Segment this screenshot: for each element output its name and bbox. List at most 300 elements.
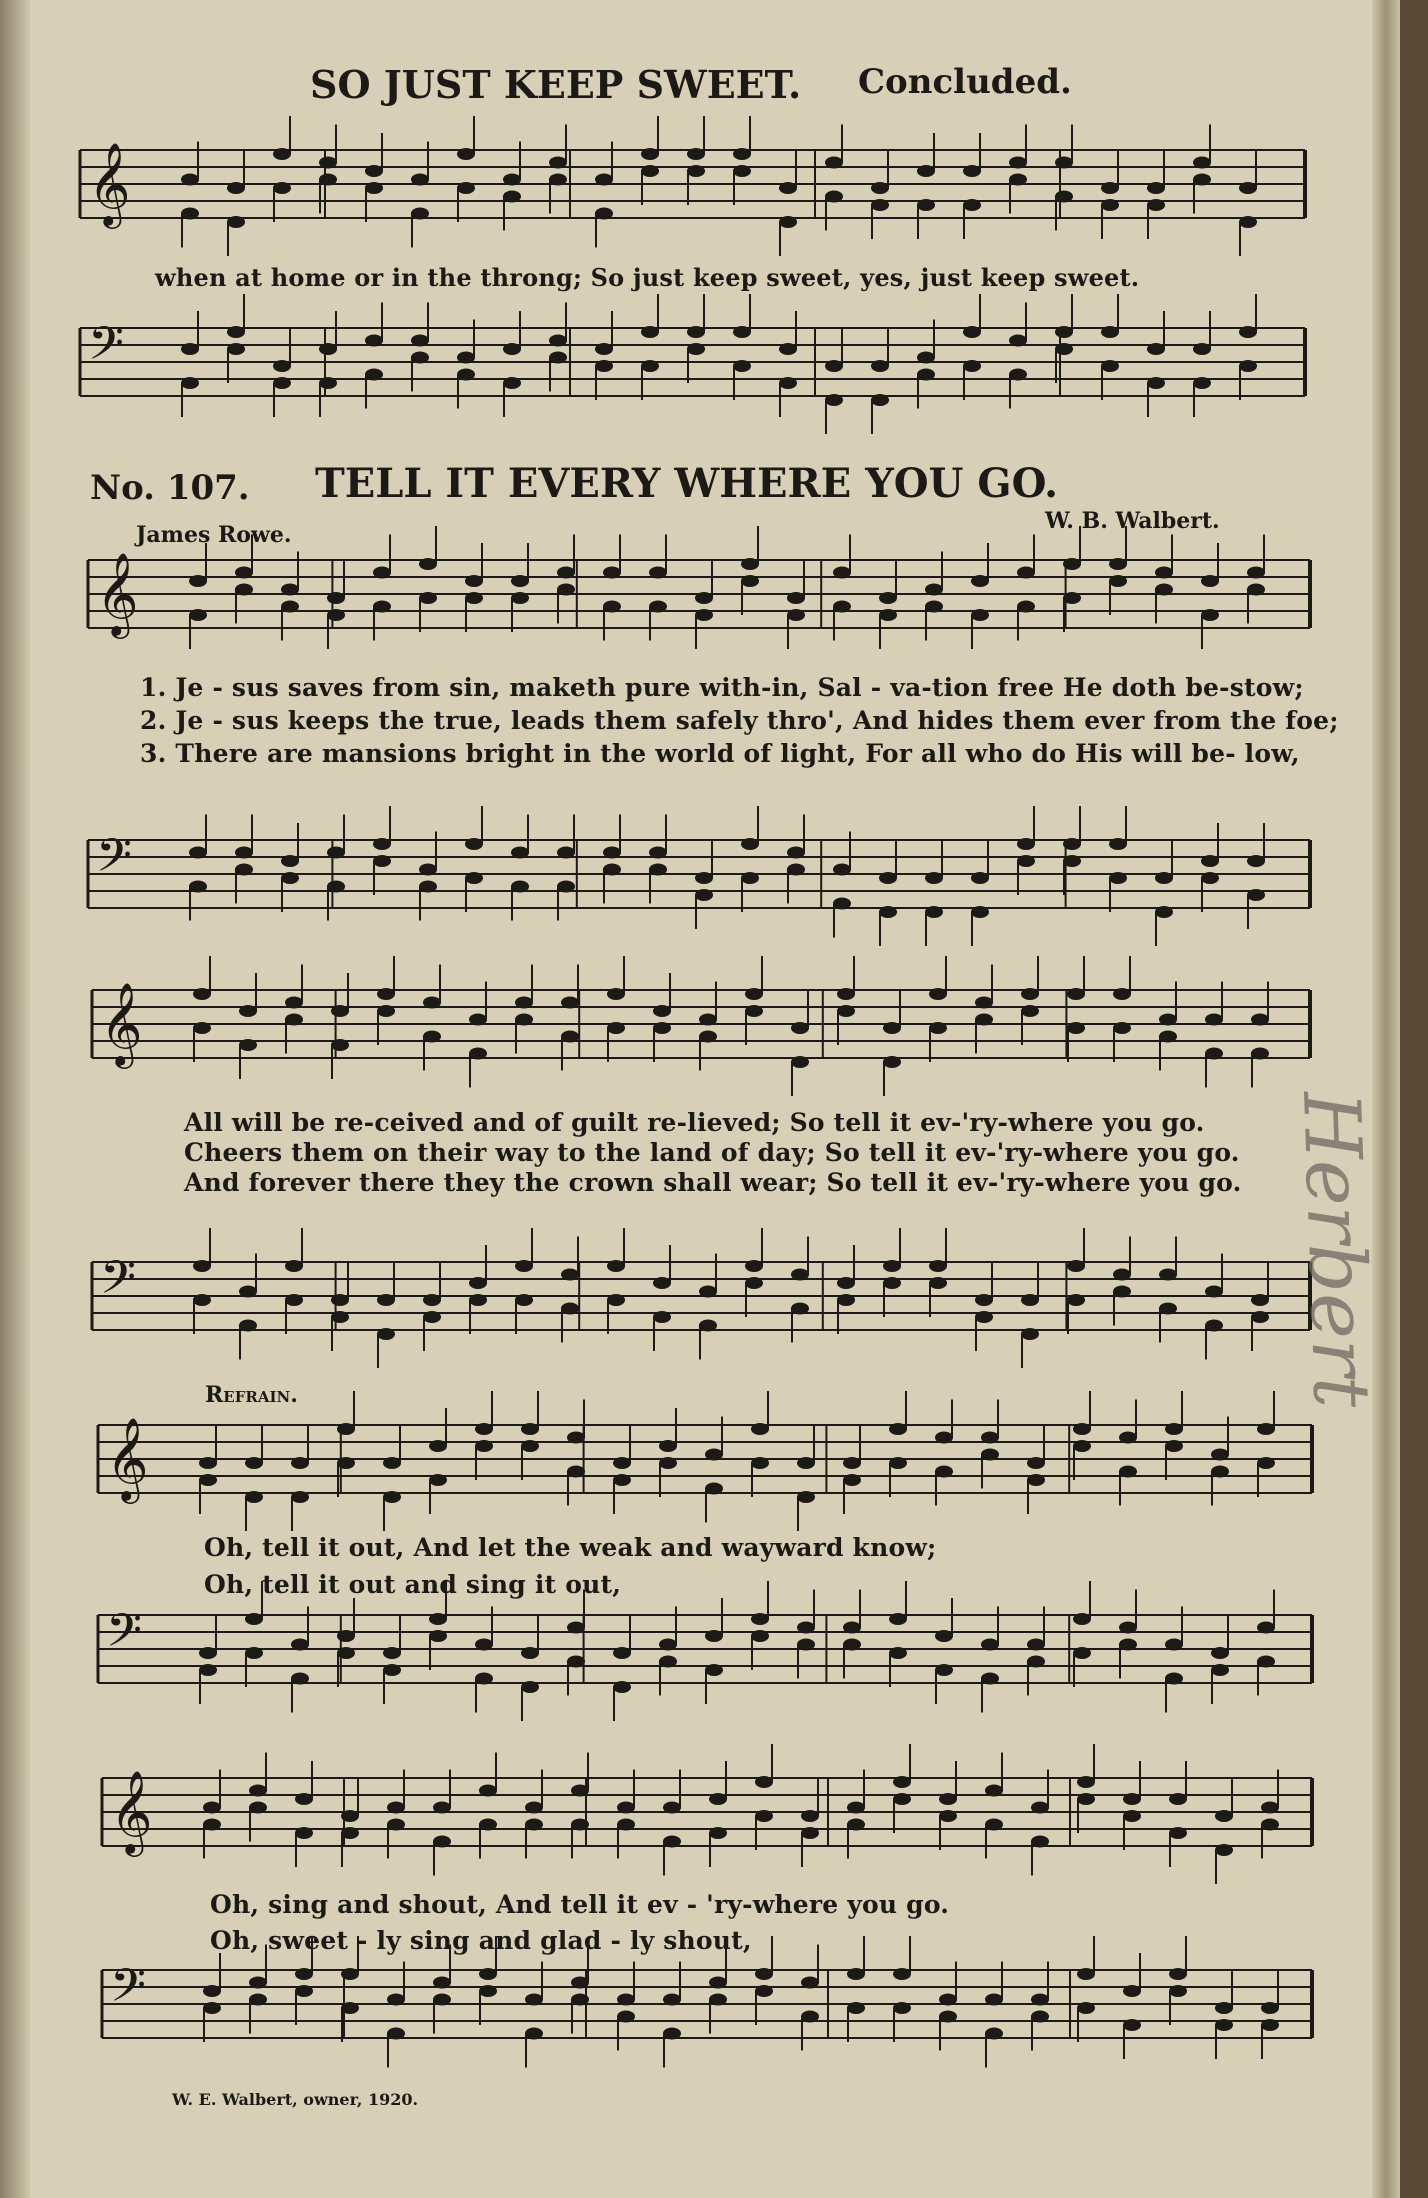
- note-head: [319, 174, 337, 186]
- note-head: [879, 609, 897, 621]
- note-head: [465, 575, 483, 587]
- note-head: [705, 1449, 723, 1461]
- note-head: [475, 1440, 493, 1452]
- note-head: [557, 881, 575, 893]
- note-head: [181, 343, 199, 355]
- note-head: [419, 558, 437, 570]
- note-head: [833, 864, 851, 876]
- note-head: [985, 1785, 1003, 1797]
- note-head: [929, 1277, 947, 1289]
- note-head: [779, 343, 797, 355]
- note-head: [199, 1457, 217, 1469]
- note-head: [833, 567, 851, 579]
- note-head: [479, 1785, 497, 1797]
- note-head: [1067, 988, 1085, 1000]
- note-head: [383, 1491, 401, 1503]
- note-head: [705, 1630, 723, 1642]
- note-head: [1169, 1827, 1187, 1839]
- note-head: [833, 898, 851, 910]
- note-head: [603, 847, 621, 859]
- note-head: [825, 191, 843, 203]
- note-head: [981, 1639, 999, 1651]
- note-head: [847, 2002, 865, 2014]
- note-head: [281, 872, 299, 884]
- note-head: [1067, 1022, 1085, 1034]
- note-head: [733, 148, 751, 160]
- note-head: [1257, 1656, 1275, 1668]
- note-head: [1009, 157, 1027, 169]
- note-head: [1155, 584, 1173, 596]
- note-head: [925, 601, 943, 613]
- note-head: [377, 1005, 395, 1017]
- note-head: [939, 1994, 957, 2006]
- note-head: [695, 889, 713, 901]
- note-head: [469, 1294, 487, 1306]
- note-head: [469, 1014, 487, 1026]
- note-head: [939, 2011, 957, 2023]
- note-head: [755, 1968, 773, 1980]
- note-head: [429, 1630, 447, 1642]
- note-head: [751, 1423, 769, 1435]
- note-head: [285, 997, 303, 1009]
- note-head: [791, 1303, 809, 1315]
- note-head: [613, 1474, 631, 1486]
- note-head: [1239, 182, 1257, 194]
- note-head: [525, 1802, 543, 1814]
- note-head: [1159, 1269, 1177, 1281]
- note-head: [239, 1320, 257, 1332]
- note-head: [1193, 343, 1211, 355]
- note-head: [291, 1639, 309, 1651]
- note-head: [521, 1423, 539, 1435]
- note-head: [1073, 1647, 1091, 1659]
- note-head: [787, 864, 805, 876]
- note-head: [709, 1994, 727, 2006]
- note-head: [1017, 855, 1035, 867]
- note-head: [695, 592, 713, 604]
- note-head: [373, 838, 391, 850]
- note-head: [1067, 1260, 1085, 1272]
- note-head: [291, 1457, 309, 1469]
- note-head: [567, 1656, 585, 1668]
- note-head: [613, 1457, 631, 1469]
- note-head: [433, 1836, 451, 1848]
- note-head: [433, 1977, 451, 1989]
- bass-clef: 𝄢: [106, 1604, 143, 1669]
- note-head: [663, 1802, 681, 1814]
- verse-line-1: 1. Je - sus saves from sin, maketh pure with-in, Sal - va-tion free He doth be-stow;: [140, 673, 1304, 702]
- note-head: [387, 1994, 405, 2006]
- note-head: [1169, 1793, 1187, 1805]
- note-head: [659, 1639, 677, 1651]
- note-head: [1031, 1836, 1049, 1848]
- note-head: [1257, 1457, 1275, 1469]
- note-head: [1193, 377, 1211, 389]
- note-head: [1021, 1328, 1039, 1340]
- note-head: [383, 1647, 401, 1659]
- verse-line-3: 3. There are mansions bright in the world of light, For all who do His will be- low,: [140, 739, 1300, 768]
- note-head: [1257, 1622, 1275, 1634]
- note-head: [465, 838, 483, 850]
- note-head: [741, 838, 759, 850]
- note-head: [285, 1260, 303, 1272]
- note-head: [709, 1977, 727, 1989]
- song-author: James Rowe.: [136, 522, 292, 548]
- note-head: [373, 567, 391, 579]
- note-head: [1073, 1423, 1091, 1435]
- note-head: [751, 1457, 769, 1469]
- note-head: [837, 988, 855, 1000]
- note-head: [595, 174, 613, 186]
- note-head: [1205, 1014, 1223, 1026]
- note-head: [331, 1294, 349, 1306]
- note-head: [295, 1827, 313, 1839]
- note-head: [1165, 1423, 1183, 1435]
- note-head: [641, 148, 659, 160]
- note-head: [411, 208, 429, 220]
- note-head: [1101, 326, 1119, 338]
- note-head: [687, 165, 705, 177]
- note-head: [883, 1022, 901, 1034]
- note-head: [1017, 601, 1035, 613]
- note-head: [687, 326, 705, 338]
- note-head: [1159, 1303, 1177, 1315]
- note-head: [503, 377, 521, 389]
- note-head: [249, 1785, 267, 1797]
- note-head: [203, 2002, 221, 2014]
- note-head: [227, 343, 245, 355]
- note-head: [571, 1785, 589, 1797]
- note-head: [929, 988, 947, 1000]
- note-head: [457, 352, 475, 364]
- note-head: [709, 1793, 727, 1805]
- note-head: [331, 1311, 349, 1323]
- note-head: [373, 601, 391, 613]
- treble-clef: 𝄞: [110, 1769, 153, 1853]
- note-head: [549, 352, 567, 364]
- note-head: [641, 165, 659, 177]
- note-head: [515, 1014, 533, 1026]
- treble-clef: 𝄞: [106, 1416, 149, 1500]
- note-head: [1239, 326, 1257, 338]
- note-head: [1211, 1466, 1229, 1478]
- note-head: [617, 1802, 635, 1814]
- note-head: [1063, 592, 1081, 604]
- treble-clef: 𝄞: [88, 141, 131, 225]
- note-head: [659, 1656, 677, 1668]
- note-head: [797, 1457, 815, 1469]
- note-head: [411, 335, 429, 347]
- note-head: [1073, 1613, 1091, 1625]
- note-head: [1027, 1656, 1045, 1668]
- note-head: [227, 216, 245, 228]
- note-head: [567, 1622, 585, 1634]
- note-head: [695, 872, 713, 884]
- note-head: [273, 148, 291, 160]
- note-head: [1215, 2002, 1233, 2014]
- note-head: [687, 148, 705, 160]
- note-head: [733, 326, 751, 338]
- note-head: [235, 847, 253, 859]
- note-head: [1165, 1673, 1183, 1685]
- note-head: [699, 1014, 717, 1026]
- note-head: [1261, 2002, 1279, 2014]
- note-head: [1251, 1294, 1269, 1306]
- note-head: [479, 1968, 497, 1980]
- note-head: [617, 2011, 635, 2023]
- note-head: [1067, 1294, 1085, 1306]
- verse-line-6: And forever there they the crown shall wear; So tell it ev-'ry-where you go.: [184, 1168, 1242, 1197]
- verse-line-4: All will be re-ceived and of guilt re-lieved; So tell it ev-'ry-where you go.: [184, 1108, 1205, 1137]
- note-head: [419, 592, 437, 604]
- note-head: [975, 1014, 993, 1026]
- note-head: [387, 1802, 405, 1814]
- note-head: [975, 997, 993, 1009]
- note-head: [843, 1639, 861, 1651]
- note-head: [925, 872, 943, 884]
- note-head: [1155, 906, 1173, 918]
- note-head: [245, 1491, 263, 1503]
- note-head: [245, 1647, 263, 1659]
- note-head: [1027, 1474, 1045, 1486]
- note-head: [917, 165, 935, 177]
- note-head: [797, 1622, 815, 1634]
- note-head: [1155, 567, 1173, 579]
- note-head: [843, 1474, 861, 1486]
- note-head: [733, 360, 751, 372]
- note-head: [779, 216, 797, 228]
- note-head: [189, 847, 207, 859]
- note-head: [1109, 575, 1127, 587]
- note-head: [595, 343, 613, 355]
- refrain-label: Refrain.: [205, 1382, 298, 1408]
- note-head: [1215, 1844, 1233, 1856]
- note-head: [327, 609, 345, 621]
- note-head: [291, 1673, 309, 1685]
- note-head: [1159, 1014, 1177, 1026]
- note-head: [411, 174, 429, 186]
- note-head: [571, 1977, 589, 1989]
- note-head: [607, 1022, 625, 1034]
- refrain-line-1: Oh, tell it out, And let the weak and wayward know;: [204, 1533, 937, 1562]
- note-head: [557, 567, 575, 579]
- note-head: [291, 1491, 309, 1503]
- note-head: [273, 377, 291, 389]
- note-head: [193, 1294, 211, 1306]
- note-head: [939, 1793, 957, 1805]
- note-head: [1009, 369, 1027, 381]
- note-head: [699, 1320, 717, 1332]
- note-head: [475, 1423, 493, 1435]
- note-head: [985, 1819, 1003, 1831]
- note-head: [791, 1022, 809, 1034]
- note-head: [741, 575, 759, 587]
- note-head: [1009, 174, 1027, 186]
- note-head: [1119, 1639, 1137, 1651]
- note-head: [249, 1802, 267, 1814]
- note-head: [1113, 1269, 1131, 1281]
- note-head: [1251, 1048, 1269, 1060]
- note-head: [1021, 1294, 1039, 1306]
- note-head: [889, 1613, 907, 1625]
- note-head: [557, 584, 575, 596]
- note-head: [699, 1031, 717, 1043]
- note-head: [787, 592, 805, 604]
- note-head: [1247, 567, 1265, 579]
- note-head: [1239, 216, 1257, 228]
- note-head: [801, 2011, 819, 2023]
- note-head: [469, 1277, 487, 1289]
- note-head: [511, 592, 529, 604]
- note-head: [1063, 855, 1081, 867]
- copyright-notice: W. E. Walbert, owner, 1920.: [172, 2090, 419, 2109]
- note-head: [1215, 1810, 1233, 1822]
- note-head: [1247, 584, 1265, 596]
- note-head: [1055, 343, 1073, 355]
- refrain-line-3: Oh, sing and shout, And tell it ev - 'ry-where you go.: [210, 1890, 950, 1919]
- note-head: [227, 326, 245, 338]
- note-head: [1201, 872, 1219, 884]
- note-head: [465, 592, 483, 604]
- note-head: [341, 1968, 359, 1980]
- note-head: [411, 352, 429, 364]
- note-head: [733, 165, 751, 177]
- note-head: [1155, 872, 1173, 884]
- note-head: [1021, 1005, 1039, 1017]
- note-head: [281, 855, 299, 867]
- note-head: [337, 1457, 355, 1469]
- note-head: [1109, 558, 1127, 570]
- note-head: [649, 847, 667, 859]
- note-head: [1201, 575, 1219, 587]
- note-head: [383, 1664, 401, 1676]
- note-head: [479, 1985, 497, 1997]
- note-head: [843, 1622, 861, 1634]
- note-head: [1169, 1985, 1187, 1997]
- note-head: [377, 1294, 395, 1306]
- note-head: [935, 1664, 953, 1676]
- note-head: [561, 1031, 579, 1043]
- note-head: [1113, 1286, 1131, 1298]
- note-head: [193, 1022, 211, 1034]
- note-head: [1009, 335, 1027, 347]
- note-head: [981, 1673, 999, 1685]
- note-head: [1101, 199, 1119, 211]
- note-head: [571, 1994, 589, 2006]
- note-head: [1109, 872, 1127, 884]
- note-head: [893, 2002, 911, 2014]
- note-head: [503, 191, 521, 203]
- note-head: [227, 182, 245, 194]
- note-head: [649, 864, 667, 876]
- note-head: [1077, 1793, 1095, 1805]
- note-head: [1205, 1286, 1223, 1298]
- note-head: [883, 1056, 901, 1068]
- note-head: [659, 1440, 677, 1452]
- top-song-title: SO JUST KEEP SWEET.: [310, 62, 802, 107]
- note-head: [687, 343, 705, 355]
- note-head: [751, 1630, 769, 1642]
- note-head: [963, 165, 981, 177]
- note-head: [327, 881, 345, 893]
- note-head: [617, 1819, 635, 1831]
- note-head: [319, 377, 337, 389]
- note-head: [429, 1613, 447, 1625]
- note-head: [755, 1810, 773, 1822]
- note-head: [365, 165, 383, 177]
- note-head: [571, 1819, 589, 1831]
- note-head: [745, 988, 763, 1000]
- note-head: [245, 1613, 263, 1625]
- note-head: [755, 1985, 773, 1997]
- note-head: [659, 1457, 677, 1469]
- note-head: [239, 1005, 257, 1017]
- note-head: [181, 208, 199, 220]
- note-head: [1201, 609, 1219, 621]
- note-head: [847, 1819, 865, 1831]
- note-head: [963, 360, 981, 372]
- note-head: [189, 575, 207, 587]
- note-head: [273, 182, 291, 194]
- note-head: [1073, 1440, 1091, 1452]
- note-head: [331, 1005, 349, 1017]
- note-head: [751, 1613, 769, 1625]
- note-head: [199, 1664, 217, 1676]
- note-head: [285, 1294, 303, 1306]
- note-head: [641, 326, 659, 338]
- note-head: [1077, 1968, 1095, 1980]
- note-head: [1055, 157, 1073, 169]
- note-head: [419, 881, 437, 893]
- note-head: [917, 369, 935, 381]
- note-head: [935, 1432, 953, 1444]
- note-head: [1063, 558, 1081, 570]
- top-song-concluded: Concluded.: [858, 62, 1072, 102]
- note-head: [1101, 360, 1119, 372]
- note-head: [525, 1994, 543, 2006]
- note-head: [791, 1269, 809, 1281]
- note-head: [653, 1277, 671, 1289]
- note-head: [341, 1827, 359, 1839]
- note-head: [1055, 326, 1073, 338]
- treble-clef: 𝄞: [96, 551, 139, 635]
- note-head: [549, 174, 567, 186]
- note-head: [1055, 191, 1073, 203]
- note-head: [801, 1827, 819, 1839]
- note-head: [801, 1977, 819, 1989]
- note-head: [705, 1664, 723, 1676]
- note-head: [235, 584, 253, 596]
- note-head: [787, 847, 805, 859]
- note-head: [1247, 855, 1265, 867]
- note-head: [419, 864, 437, 876]
- note-head: [925, 906, 943, 918]
- note-head: [1031, 1802, 1049, 1814]
- note-head: [337, 1647, 355, 1659]
- note-head: [285, 1014, 303, 1026]
- note-head: [1205, 1320, 1223, 1332]
- note-head: [825, 157, 843, 169]
- note-head: [295, 1985, 313, 1997]
- note-head: [199, 1474, 217, 1486]
- note-head: [883, 1260, 901, 1272]
- note-head: [925, 584, 943, 596]
- note-head: [607, 1260, 625, 1272]
- note-head: [1211, 1647, 1229, 1659]
- note-head: [337, 1423, 355, 1435]
- note-head: [1193, 174, 1211, 186]
- note-head: [1205, 1048, 1223, 1060]
